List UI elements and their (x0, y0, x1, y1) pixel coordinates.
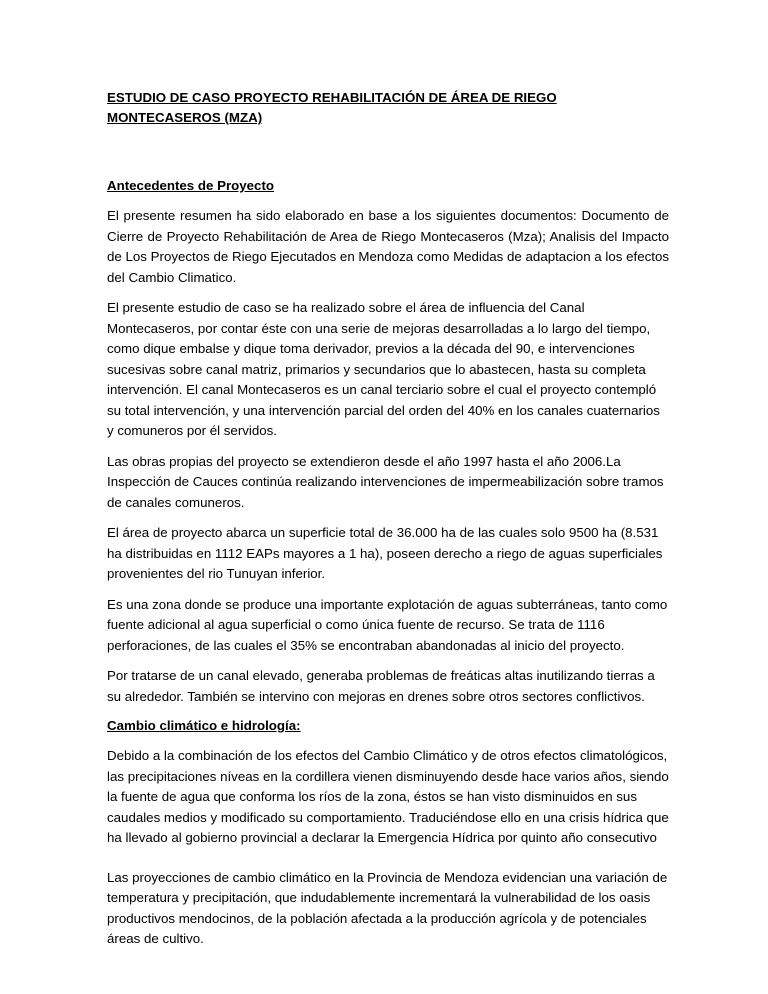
paragraph-obras: Las obras propias del proyecto se extendieron desde el año 1997 hasta el año 2006.La Inspección de Cauces continúa realizando intervenciones de impermeabilización sobre tramos de canales comuneros. (107, 453, 664, 510)
document-title: ESTUDIO DE CASO PROYECTO REHABILITACIÓN DE ÁREA DE RIEGO MONTECASEROS (MZA) (107, 90, 557, 125)
section-heading-antecedentes: Antecedentes de Proyecto (107, 178, 275, 193)
paragraph-aguas-subterraneas: Es una zona donde se produce una importante explotación de aguas subterráneas, tanto como fuente adicional al agua superficial o como única fuente de recurso. Se trata de 1116 perforaciones, de las cuales el 35% se encontraban abandonadas al inicio del proyecto. (107, 596, 668, 653)
paragraph-precipitaciones: Debido a la combinación de los efectos del Cambio Climático y de otros efectos climatológicos, las precipitaciones níveas en la cordillera vienen disminuyendo desde hace varios años, siendo la fuente de agua que conforma los ríos de la zona, éstos se han visto disminuidos en sus caudales medios y modificado su comportamiento. Traduciéndose ello en una crisis hídrica que ha llevado al gobierno provincial a declarar la Emergencia Hídrica por quinto año consecutivo (107, 748, 669, 845)
paragraph-proyecciones: Las proyecciones de cambio climático en la Provincia de Mendoza evidencian una variación de temperatura y precipitación, que indudablemente incrementará la vulnerabilidad de los oasis productivos mendocinos, de la población afectada a la producción agrícola y de potenciales áreas de cultivo. (107, 869, 668, 946)
paragraph-documentos: El presente resumen ha sido elaborado en base a los siguientes documentos: Documento de Cierre de Proyecto Rehabilitación de Area de Riego Montecaseros (Mza); Analisis del Impacto de Los Proyectos de Riego Ejecutados en Mendoza como Medidas de adaptacion a los efectos del Cambio Climatico. (107, 208, 669, 285)
paragraph-freaticas: Por tratarse de un canal elevado, generaba problemas de freáticas altas inutilizando tierras a su alrededor. También se intervino con mejoras en drenes sobre otros sectores conflictivos. (107, 668, 655, 704)
section-heading-cambio-climatico: Cambio climático e hidrología: (107, 718, 301, 733)
paragraph-area-influencia: El presente estudio de caso se ha realizado sobre el área de influencia del Canal Montecaseros, por contar éste con una serie de mejoras desarrolladas a lo largo del tiempo, como dique embalse y dique toma derivador, previos a la década del 90, e intervenciones sucesivas sobre canal matriz, primarios y secundarios que lo abastecen, hasta su completa intervención. El canal Montecaseros es un canal terciario sobre el cual el proyecto contempló su total intervención, y una intervención parcial del orden del 40% en los canales cuaternarios y comuneros por él servidos. (107, 300, 660, 438)
paragraph-superficie: El área de proyecto abarca un superficie total de 36.000 ha de las cuales solo 9500 ha (8.531 ha distribuidas en 1112 EAPs mayores a 1 ha), poseen derecho a riego de aguas superficiales provenientes del rio Tunuyan inferior. (107, 525, 663, 581)
